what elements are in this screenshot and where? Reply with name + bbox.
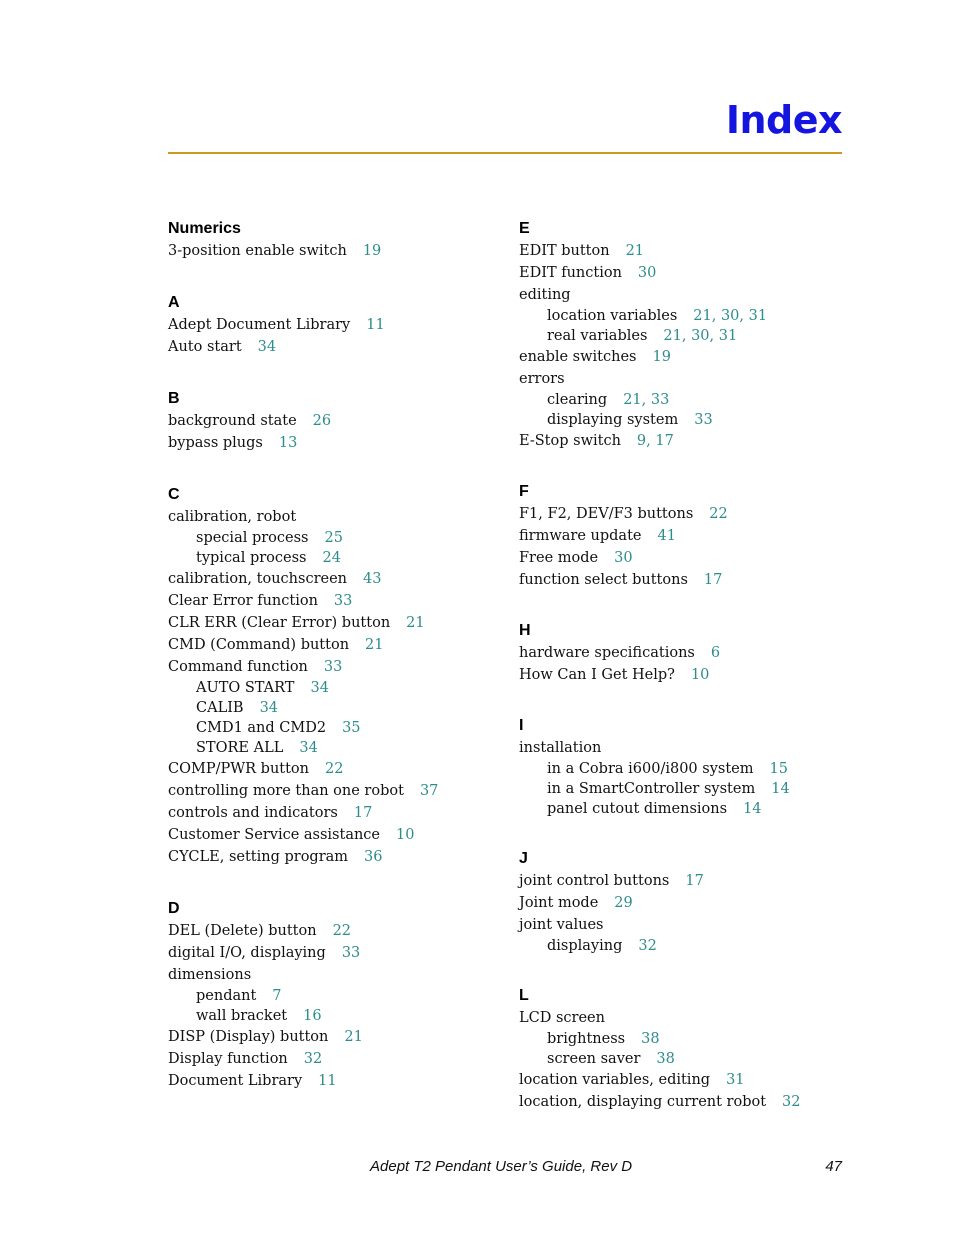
index-entry	[519, 240, 849, 262]
page-reference-link[interactable]: 41	[657, 528, 676, 544]
index-entry	[519, 368, 849, 390]
index-entry-text: in a SmartController system	[547, 781, 756, 797]
index-entry-text: calibration, touchscreen	[168, 571, 347, 587]
index-entry-text: CYCLE, setting program	[168, 849, 349, 865]
index-entry-text: 3-position enable switch	[168, 243, 347, 259]
index-entry	[519, 262, 849, 284]
index-entry-text: brightness	[547, 1031, 626, 1047]
index-entry-text: DEL (Delete) button	[168, 923, 317, 939]
page-reference-link[interactable]: 9, 17	[636, 433, 674, 449]
index-section-heading: A	[168, 294, 180, 311]
index-entry-text: CALIB	[196, 700, 244, 716]
page-reference-link[interactable]: 19	[652, 349, 671, 365]
index-entry-text: LCD screen	[519, 1010, 605, 1026]
index-entry	[168, 780, 498, 802]
page-reference-link[interactable]: 14	[771, 781, 790, 797]
index-entry	[168, 802, 498, 824]
index-entry-text: How Can I Get Help?	[519, 667, 675, 683]
index-entry	[168, 920, 498, 942]
index-entry-text: E-Stop switch	[519, 433, 621, 449]
index-entry-text: F1, F2, DEV/F3 buttons	[519, 506, 694, 522]
index-entry-text: Joint mode	[519, 895, 599, 911]
page-reference-link[interactable]: 17	[685, 873, 704, 889]
index-entry-text: EDIT function	[519, 265, 622, 281]
index-entry	[168, 432, 498, 454]
page-reference-link[interactable]: 31	[726, 1072, 745, 1088]
index-entry-text: panel cutout dimensions	[547, 801, 728, 817]
index-entry	[168, 314, 498, 336]
page-reference-link[interactable]: 11	[318, 1073, 337, 1089]
index-entry	[168, 506, 498, 528]
page-reference-link[interactable]: 34	[259, 700, 279, 716]
index-entry	[168, 824, 498, 846]
page-reference-link[interactable]: 32	[782, 1094, 801, 1110]
index-subentry	[168, 738, 498, 758]
index-entry-text: Adept Document Library	[168, 317, 351, 333]
title-rule	[168, 152, 842, 154]
footer-page-number: 47	[825, 1158, 842, 1175]
page-reference-link[interactable]: 43	[363, 571, 382, 587]
index-entry-text: displaying	[547, 938, 623, 954]
index-subentry	[168, 718, 498, 738]
index-entry-text: background state	[168, 413, 297, 429]
page-reference-link[interactable]: 32	[638, 938, 657, 954]
page-reference-link[interactable]: 33	[694, 412, 713, 428]
index-entry-text: clearing	[547, 392, 608, 408]
index-section	[519, 620, 849, 686]
page-reference-link[interactable]: 11	[366, 317, 385, 333]
page-reference-link[interactable]: 33	[341, 945, 361, 961]
index-entry	[519, 1069, 849, 1091]
index-entry	[168, 336, 498, 358]
index-entry	[519, 737, 849, 759]
index-entry	[168, 634, 498, 656]
index-entry	[168, 1048, 498, 1070]
index-subentry	[519, 410, 849, 430]
index-entry	[168, 942, 498, 964]
index-section	[519, 985, 849, 1113]
page-reference-link[interactable]: 21, 30, 31	[693, 308, 768, 324]
index-entry-text: Auto start	[168, 339, 242, 355]
page-reference-link[interactable]: 10	[396, 827, 415, 843]
index-entry-text: digital I/O, displaying	[168, 945, 326, 961]
index-entry-text: CMD1 and CMD2	[196, 720, 327, 736]
page-reference-link[interactable]: 21, 33	[623, 392, 670, 408]
page-reference-link[interactable]: 36	[364, 849, 383, 865]
page-reference-link[interactable]: 30	[614, 550, 633, 566]
index-subentry	[519, 1029, 849, 1049]
index-entry-text: real variables	[547, 328, 648, 344]
index-column-left	[168, 218, 498, 1122]
page-reference-link[interactable]: 22	[332, 923, 352, 939]
index-subentry	[168, 678, 498, 698]
index-entry-text: hardware specifications	[519, 645, 695, 661]
page-reference-link[interactable]: 15	[769, 761, 788, 777]
index-entry	[168, 1070, 498, 1092]
index-entry-text: Free mode	[519, 550, 599, 566]
index-section-heading: L	[519, 987, 529, 1004]
index-entry-text: AUTO START	[196, 680, 295, 696]
page-reference-link[interactable]: 35	[342, 720, 361, 736]
index-entry	[168, 656, 498, 678]
index-entry	[519, 503, 849, 525]
page-reference-link[interactable]: 38	[656, 1051, 675, 1067]
index-entry-text: location variables	[547, 308, 678, 324]
page-reference-link[interactable]: 17	[703, 572, 723, 588]
index-entry-text: wall bracket	[196, 1008, 288, 1024]
page-reference-link[interactable]: 25	[324, 530, 343, 546]
index-subentry	[519, 390, 849, 410]
index-entry	[519, 914, 849, 936]
page-reference-link[interactable]: 6	[710, 645, 721, 661]
index-subentry	[519, 1049, 849, 1069]
index-entry-text: in a Cobra i600/i800 system	[547, 761, 754, 777]
index-entry	[519, 664, 849, 686]
page-reference-link[interactable]: 34	[257, 339, 277, 355]
index-subentry	[519, 326, 849, 346]
page-reference-link[interactable]: 7	[272, 988, 282, 1004]
page-reference-link[interactable]: 37	[419, 783, 439, 799]
index-section-heading: H	[519, 622, 531, 639]
index-entry	[519, 642, 849, 664]
page-reference-link[interactable]: 21	[406, 615, 425, 631]
index-entry	[519, 284, 849, 306]
index-entry-text: Clear Error function	[168, 593, 318, 609]
index-entry-text: calibration, robot	[168, 509, 297, 525]
page-reference-link[interactable]: 29	[614, 895, 633, 911]
index-entry-text: DISP (Display) button	[168, 1029, 329, 1045]
index-entry	[168, 612, 498, 634]
index-entry-text: CLR ERR (Clear Error) button	[168, 615, 391, 631]
index-entry-text: location, displaying current robot	[519, 1094, 767, 1110]
page-reference-link[interactable]: 24	[322, 550, 341, 566]
index-entry-text: controls and indicators	[168, 805, 338, 821]
page-reference-link[interactable]: 33	[333, 593, 353, 609]
index-entry-text: CMD (Command) button	[168, 637, 350, 653]
index-entry-text: typical process	[196, 550, 307, 566]
index-subentry	[519, 759, 849, 779]
page-reference-link[interactable]: 17	[353, 805, 373, 821]
index-entry	[168, 410, 498, 432]
index-entry	[168, 964, 498, 986]
index-section-heading: J	[519, 850, 528, 867]
index-entry-text: firmware update	[519, 528, 642, 544]
page-reference-link[interactable]: 21	[625, 243, 645, 259]
page-reference-link[interactable]: 22	[325, 761, 344, 777]
index-entry-text: enable switches	[519, 349, 637, 365]
index-entry	[168, 590, 498, 612]
index-entry-text: special process	[196, 530, 309, 546]
page-reference-link[interactable]: 26	[312, 413, 332, 429]
index-entry-text: controlling more than one robot	[168, 783, 404, 799]
page-reference-link[interactable]: 30	[637, 265, 657, 281]
index-entry-text: STORE ALL	[196, 740, 284, 756]
index-entry-text: Command function	[168, 659, 308, 675]
index-subentry	[168, 986, 498, 1006]
index-entry-text: editing	[519, 287, 571, 303]
index-section	[168, 898, 498, 1092]
index-entry	[519, 430, 849, 452]
index-entry	[519, 1007, 849, 1029]
index-section-heading: D	[168, 900, 180, 917]
footer-document-title: Adept T2 Pendant User’s Guide, Rev D	[370, 1158, 633, 1175]
index-entry-text: dimensions	[168, 967, 252, 983]
index-section	[168, 388, 498, 454]
index-section-heading: I	[519, 717, 524, 734]
index-subentry	[519, 779, 849, 799]
index-section-heading: E	[519, 220, 530, 237]
index-entry	[168, 240, 498, 262]
index-entry-text: Document Library	[168, 1073, 303, 1089]
index-section	[519, 218, 849, 452]
index-subentry	[168, 528, 498, 548]
index-entry	[519, 1091, 849, 1113]
index-entry-text: function select buttons	[519, 572, 688, 588]
page-reference-link[interactable]: 10	[690, 667, 710, 683]
index-entry-text: Display function	[168, 1051, 288, 1067]
index-entry	[168, 846, 498, 868]
index-entry	[519, 870, 849, 892]
index-entry-text: joint values	[519, 917, 604, 933]
index-section-heading: B	[168, 390, 180, 407]
index-subentry	[519, 936, 849, 956]
page-reference-link[interactable]: 14	[743, 801, 762, 817]
index-entry-text: COMP/PWR button	[168, 761, 309, 777]
index-section	[168, 292, 498, 358]
index-entry-text: bypass plugs	[168, 435, 263, 451]
index-column-right	[519, 218, 849, 1142]
index-entry	[519, 525, 849, 547]
index-entry	[519, 892, 849, 914]
index-entry-text: pendant	[196, 988, 257, 1004]
page-reference-link[interactable]: 38	[641, 1031, 660, 1047]
index-entry	[519, 569, 849, 591]
index-entry	[519, 346, 849, 368]
index-entry-text: joint control buttons	[519, 873, 670, 889]
page-reference-link[interactable]: 21	[365, 637, 384, 653]
index-section	[519, 715, 849, 819]
index-entry-text: errors	[519, 371, 565, 387]
index-subentry	[519, 306, 849, 326]
index-entry	[168, 1026, 498, 1048]
page-title: Index	[725, 98, 842, 142]
page-reference-link[interactable]: 34	[310, 680, 329, 696]
page-reference-link[interactable]: 13	[278, 435, 298, 451]
index-entry	[519, 547, 849, 569]
index-entry-text: location variables, editing	[519, 1072, 711, 1088]
page-reference-link[interactable]: 22	[709, 506, 728, 522]
index-entry-text: installation	[519, 740, 602, 756]
index-subentry	[168, 698, 498, 718]
page-reference-link[interactable]: 21, 30, 31	[663, 328, 738, 344]
index-section	[168, 218, 498, 262]
index-section-heading: F	[519, 483, 529, 500]
index-subentry	[168, 1006, 498, 1026]
page-reference-link[interactable]: 34	[299, 740, 318, 756]
index-subentry	[519, 799, 849, 819]
index-entry	[168, 568, 498, 590]
index-section	[519, 848, 849, 956]
index-section-heading: Numerics	[168, 220, 241, 237]
page-reference-link[interactable]: 16	[303, 1008, 322, 1024]
index-entry-text: EDIT button	[519, 243, 610, 259]
index-section	[168, 484, 498, 868]
page-reference-link[interactable]: 21	[344, 1029, 363, 1045]
page-reference-link[interactable]: 33	[323, 659, 343, 675]
page-reference-link[interactable]: 19	[362, 243, 382, 259]
index-entry	[168, 758, 498, 780]
index-entry-text: Customer Service assistance	[168, 827, 381, 843]
index-section-heading: C	[168, 486, 180, 503]
page-reference-link[interactable]: 32	[303, 1051, 323, 1067]
index-entry-text: displaying system	[547, 412, 679, 428]
index-section	[519, 481, 849, 591]
index-entry-text: screen saver	[547, 1051, 641, 1067]
index-subentry	[168, 548, 498, 568]
